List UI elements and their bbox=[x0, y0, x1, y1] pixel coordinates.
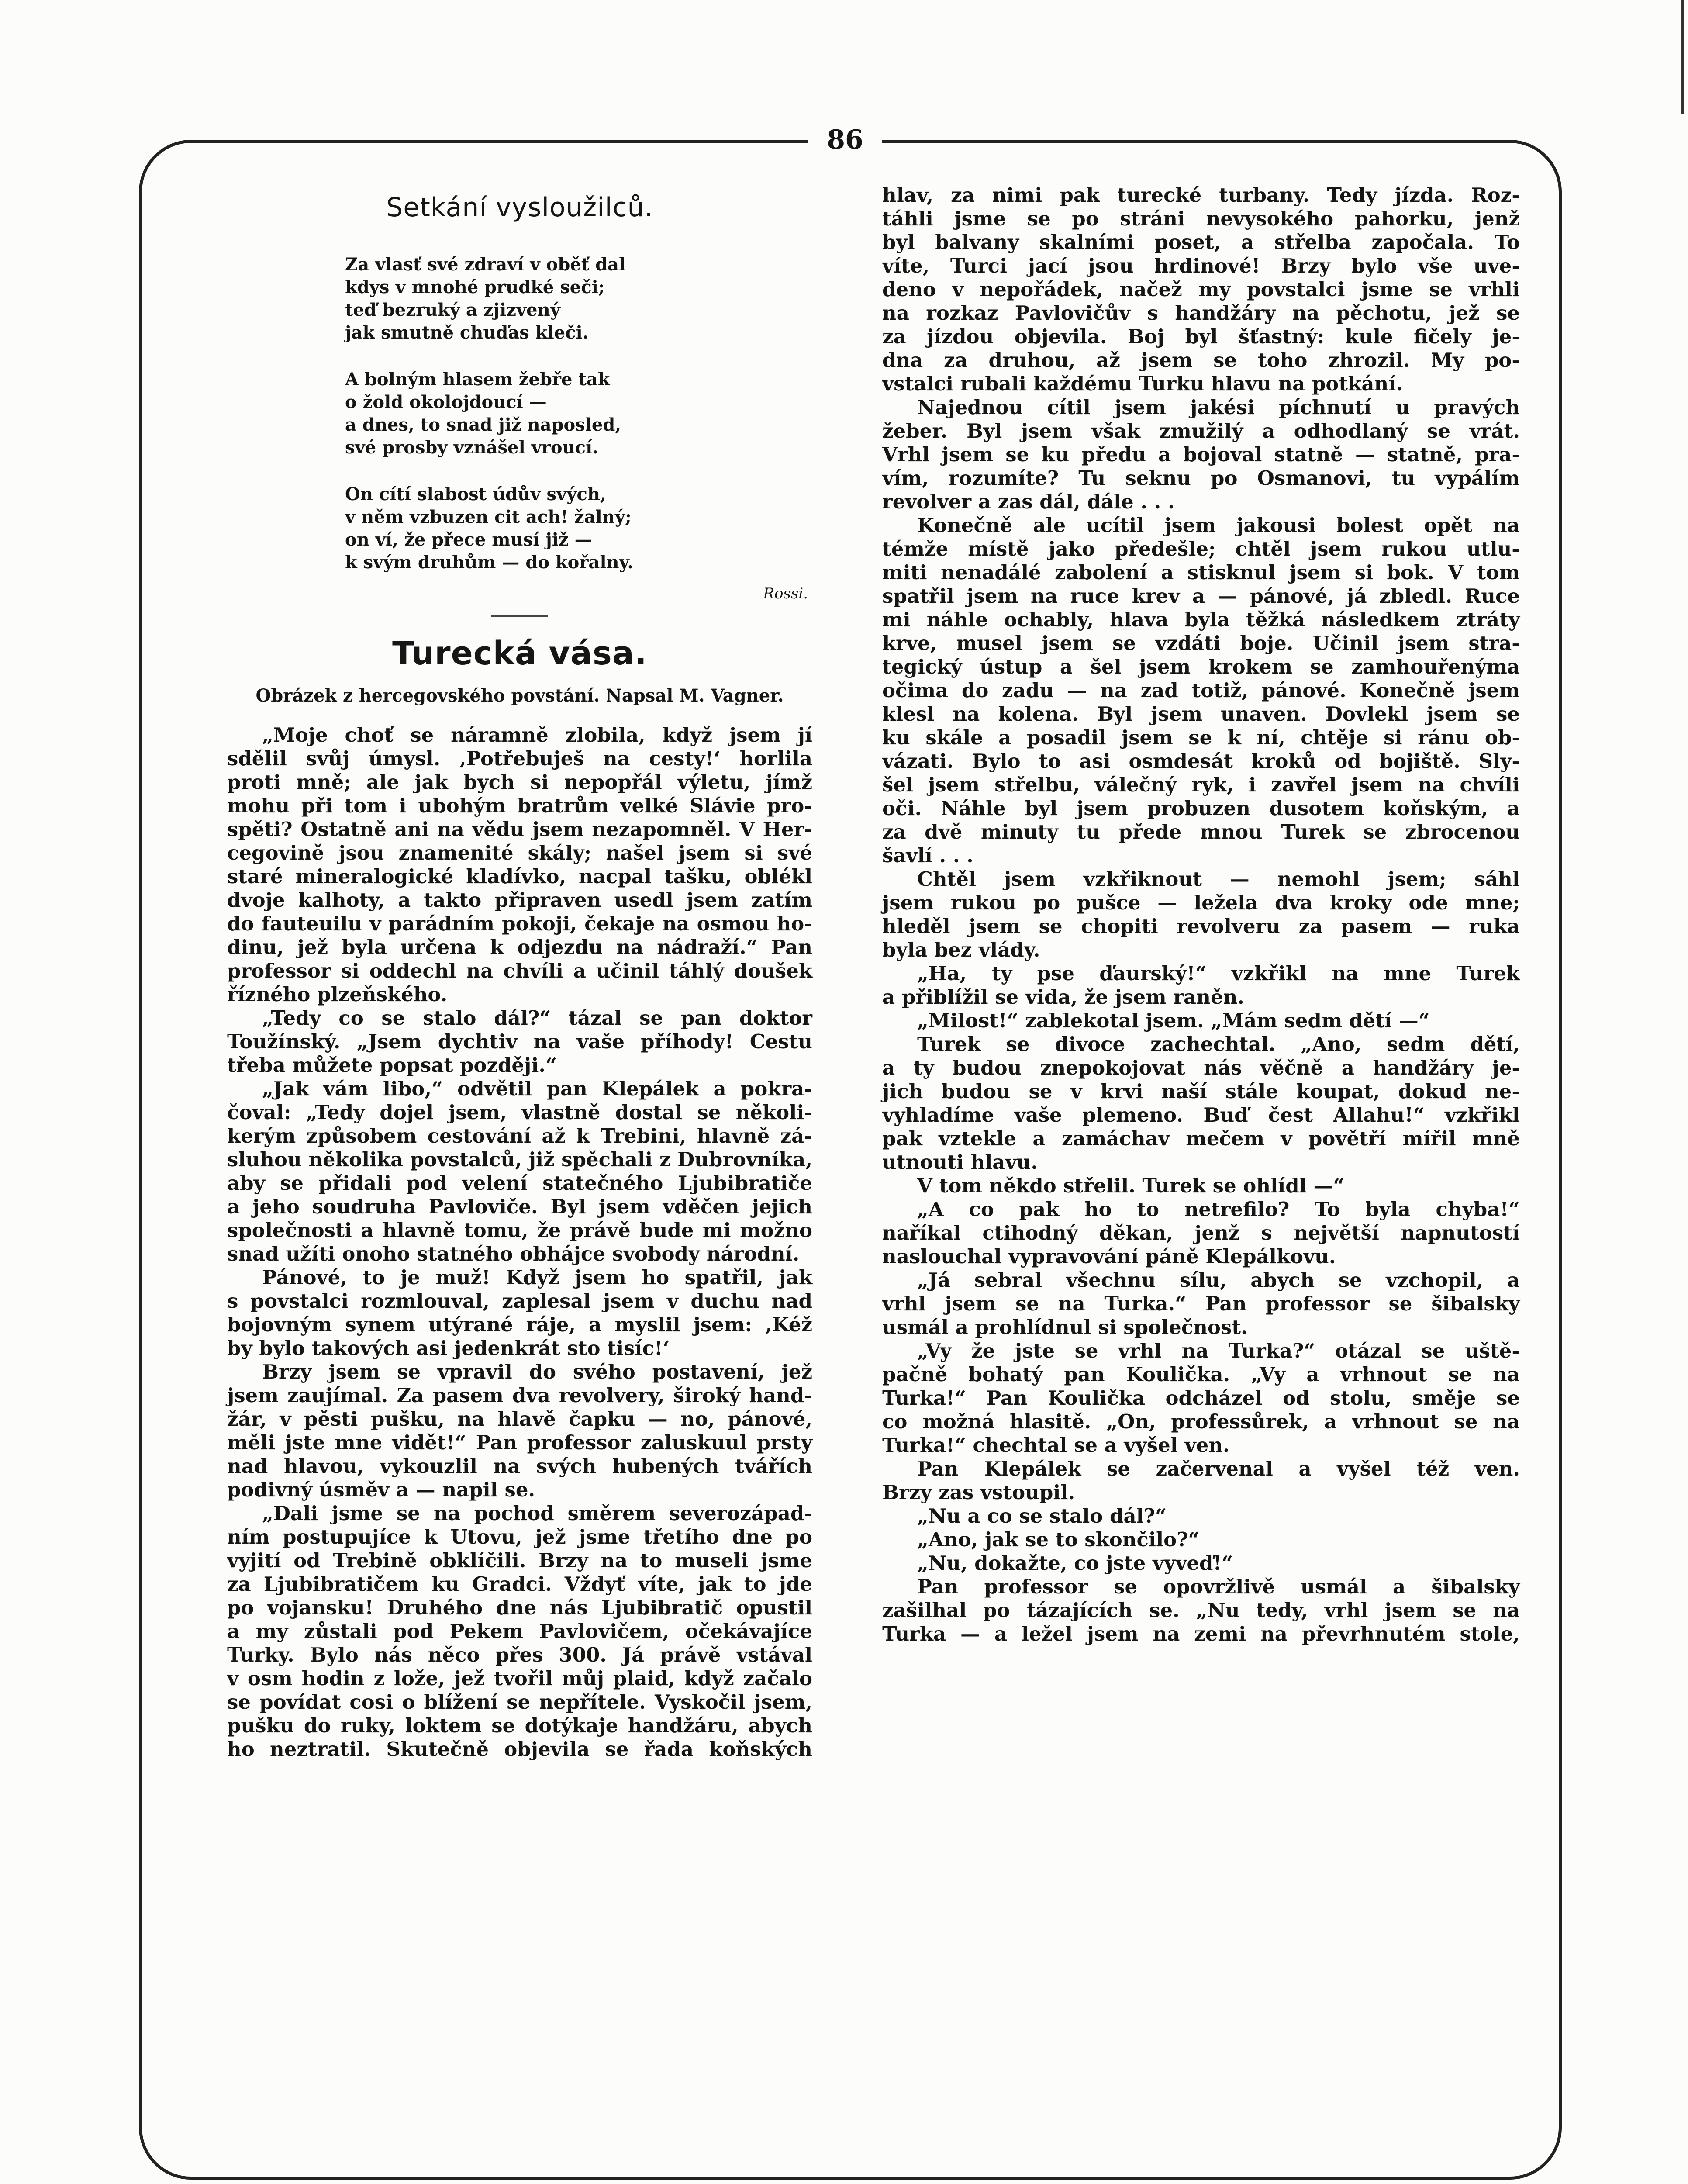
text-line: revolver a zas dál, dále . . . bbox=[882, 490, 1175, 513]
text-line: po vojansku! Druhého dne nás Ljubibratič opustil bbox=[227, 1596, 812, 1619]
text-line: mi náhle ochably, hlava byla těžká následkem ztráty bbox=[882, 608, 1520, 631]
text-line: a jeho soudruha Pavloviče. Byl jsem vděčen jejich bbox=[227, 1195, 812, 1218]
text-line: řízného plzeňského. bbox=[227, 983, 448, 1006]
text-line: Turka!“ chechtal se a vyšel ven. bbox=[882, 1434, 1230, 1457]
text-line: V tom někdo střelil. Turek se ohlídl —“ bbox=[917, 1174, 1345, 1197]
text-line: ním postupujíce k Utovu, jež jsme třetího dne po bbox=[227, 1525, 812, 1548]
page-number: 86 bbox=[827, 124, 863, 155]
text-line: mohu při tom i ubohým bratrům velké Slávie pro- bbox=[227, 794, 812, 817]
text-line: spěti? Ostatně ani na vědu jsem nezapomněl. V Her- bbox=[227, 818, 812, 841]
text-line: v osm hodin z lože, jež tvořil můj plaid, když začalo bbox=[227, 1667, 812, 1690]
left-column bbox=[227, 183, 812, 1761]
text-line: šavlí . . . bbox=[882, 844, 973, 867]
text-line: vstalci rubali každému Turku hlavu na potkání. bbox=[882, 372, 1403, 395]
text-line: tegický ústup a šel jsem krokem se zamhouřenýma bbox=[882, 655, 1520, 678]
text-line: Turka!“ Pan Koulička odcházel od stolu, směje se bbox=[882, 1386, 1520, 1410]
text-line: vyhladíme vaše plemeno. Buď čest Allahu!“ vzkřikl bbox=[882, 1103, 1520, 1127]
text-line: oči. Náhle byl jsem probuzen dusotem koňským, a bbox=[882, 797, 1520, 820]
text-line: Turka — a ležel jsem na zemi na převrhnutém stole, bbox=[882, 1622, 1520, 1645]
text-line: naslouchal vypravování páně Klepálkovu. bbox=[882, 1245, 1336, 1268]
text-line: ho neztratil. Skutečně objevila se řada koňských bbox=[227, 1738, 812, 1761]
text-line: bojovným synem utýrané ráje, a myslil jsem: ‚Kéž bbox=[227, 1313, 812, 1336]
text-line: jsem zaujímal. Za pasem dva revolvery, široký hand- bbox=[227, 1384, 812, 1407]
text-line: sluhou několika povstalců, již spěchali z Dubrovníka, bbox=[227, 1148, 812, 1171]
text-line: hlav, za nimi pak turecké turbany. Tedy jízda. Roz- bbox=[882, 183, 1520, 207]
poem-line: kdys v mnohé prudké seči; bbox=[345, 277, 605, 297]
poem-author: Rossi. bbox=[763, 585, 808, 602]
text-line: sdělil svůj úmysl. ‚Potřebuješ na cesty!‘ horlila bbox=[227, 747, 812, 770]
text-line: klesl na kolena. Byl jsem unaven. Dovlekl jsem se bbox=[882, 702, 1520, 726]
text-line: vázati. Bylo to asi osmdesát kroků od bojiště. Sly- bbox=[882, 750, 1520, 773]
text-line: ku skále a posadil jsem se k ní, chtěje si ránu ob- bbox=[882, 726, 1520, 749]
text-line: aby se přidali pod velení statečného Ljubibratiče bbox=[227, 1171, 812, 1195]
text-line: co možná hlasitě. „On, professůrek, a vrhnout se na bbox=[882, 1410, 1520, 1433]
story-body-right bbox=[882, 183, 1520, 1646]
text-line: „Ano, jak se to skončilo?“ bbox=[917, 1528, 1200, 1551]
text-line: „Dali jsme se na pochod směrem severozápad- bbox=[262, 1502, 812, 1525]
text-line: „Nu a co se stalo dál?“ bbox=[917, 1504, 1167, 1527]
text-line: snad užíti onoho statného obhájce svobody národní. bbox=[227, 1242, 800, 1265]
text-line: žár, v pěsti pušku, na hlavě čapku — no, pánové, bbox=[227, 1407, 812, 1431]
text-line: za Ljubibratičem ku Gradci. Vždyť víte, jak to jde bbox=[227, 1572, 812, 1596]
text-line: vyjití od Trebině obklíčili. Brzy na to museli jsme bbox=[227, 1549, 812, 1572]
text-line: táhli jsme se po stráni nevysokého pahorku, jenž bbox=[882, 207, 1520, 230]
text-line: zašilhal po tázajících se. „Nu tedy, vrhl jsem se na bbox=[882, 1599, 1520, 1622]
text-line: Brzy zas vstoupil. bbox=[882, 1481, 1075, 1504]
poem-line: On cítí slabost údův svých, bbox=[345, 484, 606, 505]
poem-stanza bbox=[345, 253, 812, 344]
text-line: vím, rozumíte? Tu seknu po Osmanovi, tu vypálím bbox=[882, 467, 1520, 490]
poem-line: teď bezruký a zjizvený bbox=[345, 300, 560, 320]
text-line: Najednou cítil jsem jakési píchnutí u pravých bbox=[917, 396, 1520, 419]
text-line: Pan professor se opovržlivě usmál a šibalsky bbox=[917, 1575, 1520, 1598]
poem-line: o žold okolojdoucí — bbox=[345, 392, 547, 412]
text-line: proti mně; ale jak bych si nepopřál výletu, jímž bbox=[227, 771, 812, 794]
poem-line: on ví, že přece musí již — bbox=[345, 529, 592, 550]
text-line: Brzy jsem se vpravil do svého postavení, jež bbox=[262, 1360, 812, 1383]
text-line: „Moje choť se náramně zlobila, když jsem jí bbox=[262, 723, 812, 746]
text-line: a přiblížil se vida, že jsem raněn. bbox=[882, 985, 1244, 1009]
text-line: dvoje kalhoty, a takto připraven usedl jsem zatím bbox=[227, 888, 812, 912]
text-line: do fauteuilu v parádním pokoji, čekaje na osmou ho- bbox=[227, 912, 812, 935]
text-line: jsem rukou po pušce — ležela dva kroky ode mne; bbox=[882, 891, 1520, 914]
poem bbox=[345, 253, 812, 574]
poem-line: a dnes, to snad již naposled, bbox=[345, 415, 621, 435]
text-line: staré mineralogické kladívko, nacpal tašku, oblékl bbox=[227, 865, 812, 888]
text-line: „Ha, ty pse ďaurský!“ vzkřikl na mne Turek bbox=[917, 962, 1520, 985]
text-line: dna za druhou, až jsem se toho zhrozil. My po- bbox=[882, 349, 1520, 372]
text-line: kerým způsobem cestování až k Trebini, hlavně zá- bbox=[227, 1124, 812, 1147]
text-line: pačně bohatý pan Koulička. „Vy a vrhnout se na bbox=[882, 1363, 1520, 1386]
text-line: utnouti hlavu. bbox=[882, 1151, 1038, 1174]
poem-line: A bolným hlasem žebře tak bbox=[345, 369, 610, 390]
text-line: byl balvany skalními poset, a střelba započala. To bbox=[882, 231, 1520, 254]
story-body-left bbox=[227, 723, 812, 1761]
text-line: společnosti a hlavně tomu, že právě bude mi možno bbox=[227, 1219, 812, 1242]
text-line: Chtěl jsem vzkřiknout — nemohl jsem; sáhl bbox=[917, 867, 1520, 891]
text-line: s povstalci rozmlouval, zaplesal jsem v duchu nad bbox=[227, 1289, 812, 1313]
poem-line: své prosby vznášel vroucí. bbox=[345, 437, 599, 458]
poem-stanza bbox=[345, 368, 812, 459]
poem-stanza bbox=[345, 483, 812, 574]
section-divider bbox=[491, 615, 548, 617]
text-line: professor si oddechl na chvíli a učinil táhlý doušek bbox=[227, 959, 812, 982]
text-line: pušku do ruky, loktem se dotýkaje handžáru, abych bbox=[227, 1714, 812, 1737]
text-line: „Nu, dokažte, co jste vyveď!“ bbox=[917, 1552, 1233, 1575]
poem-line: Za vlasť své zdraví v oběť dal bbox=[345, 254, 626, 275]
text-line: Turek se divoce zachechtal. „Ano, sedm dětí, bbox=[917, 1033, 1520, 1056]
text-line: za dvě minuty tu přede mnou Turek se zbrocenou bbox=[882, 820, 1520, 843]
text-line: víte, Turci jací jsou hrdinové! Brzy bylo vše uve- bbox=[882, 254, 1520, 277]
text-line: očima do zadu — na zad totiž, pánové. Konečně jsem bbox=[882, 679, 1520, 702]
text-line: Pan Klepálek se začervenal a vyšel též ven. bbox=[917, 1457, 1520, 1480]
text-line: na rozkaz Pavlovičův s handžáry na pěchotu, jež se bbox=[882, 301, 1520, 325]
text-line: se povídat cosi o blížení se nepřítele. Vyskočil jsem, bbox=[227, 1690, 812, 1714]
text-line: „Tedy co se stalo dál?“ tázal se pan doktor bbox=[262, 1006, 812, 1030]
text-line: a ty budou znepokojovat nás věčně a handžáry je- bbox=[882, 1056, 1520, 1079]
text-line: za jízdou objevila. Boj byl šťastný: kule fičely je- bbox=[882, 325, 1520, 348]
text-line: krve, musel jsem se vzdáti boje. Učinil jsem stra- bbox=[882, 632, 1520, 655]
text-line: „Milost!“ zablekotal jsem. „Mám sedm dětí —“ bbox=[917, 1009, 1430, 1032]
page-number-box bbox=[808, 116, 882, 164]
text-line: čoval: „Tedy dojel jsem, vlastně dostal se několi- bbox=[227, 1101, 812, 1124]
right-column bbox=[882, 183, 1520, 1646]
text-line: žeber. Byl jsem však zmužilý a odhodlaný se vrát. bbox=[882, 419, 1520, 442]
text-line: Turky. Bylo nás něco přes 300. Já právě vstával bbox=[227, 1643, 812, 1666]
text-line: jich budou se v krvi naší stále koupat, dokud ne- bbox=[882, 1080, 1520, 1103]
poem-line: k svým druhům — do kořalny. bbox=[345, 552, 634, 573]
story-title: Turecká vása. bbox=[392, 635, 647, 672]
text-line: by bylo takových asi jedenkrát sto tisíc!‘ bbox=[227, 1337, 670, 1360]
text-line: deno v nepořádek, načež my povstalci jsme se vrhli bbox=[882, 278, 1520, 301]
text-line: třeba můžete popsat později.“ bbox=[227, 1054, 557, 1077]
text-line: podivný úsměv a — napil se. bbox=[227, 1478, 535, 1501]
text-line: „A co pak ho to netrefilo? To byla chyba!“ bbox=[917, 1198, 1520, 1221]
text-line: dinu, jež byla určena k odjezdu na nádraží.“ Pan bbox=[227, 936, 812, 959]
text-line: Konečně ale ucítil jsem jakousi bolest opět na bbox=[917, 514, 1520, 537]
text-line: a my zůstali pod Pekem Pavlovičem, očekávajíce bbox=[227, 1620, 812, 1643]
text-line: měli jste mne vidět!“ Pan professor zaluskuul prsty bbox=[227, 1431, 812, 1454]
poem-line: jak smutně chuďas kleči. bbox=[345, 322, 589, 343]
text-line: vrhl jsem se na Turka.“ Pan professor se šibalsky bbox=[882, 1292, 1520, 1315]
story-subtitle: Obrázek z hercegovského povstání. Napsal M. Vagner. bbox=[255, 685, 784, 706]
text-line: naříkal ctihodný děkan, jenž s největší napnutostí bbox=[882, 1221, 1520, 1244]
text-line: spatřil jsem na ruce krev a — pánové, já zbledl. Ruce bbox=[882, 584, 1520, 608]
corner-mark bbox=[1681, 0, 1684, 114]
text-line: hleděl jsem se chopiti revolveru za pasem — ruka bbox=[882, 915, 1520, 938]
text-line: byla bez vlády. bbox=[882, 938, 1040, 961]
poem-line: v něm vzbuzen cit ach! žalný; bbox=[345, 507, 632, 527]
text-line: pak vztekle a zamáchav mečem v povětří mířil mně bbox=[882, 1127, 1520, 1150]
text-line: Toužínský. „Jsem dychtiv na vaše příhody! Cestu bbox=[227, 1030, 812, 1053]
text-line: „Jak vám libo,“ odvětil pan Klepálek a pokra- bbox=[262, 1077, 812, 1100]
text-line: usmál a prohlídnul si společnost. bbox=[882, 1316, 1248, 1339]
text-line: Pánové, to je muž! Když jsem ho spatřil, jak bbox=[262, 1266, 812, 1289]
text-line: šel jsem střelbu, válečný ryk, i zavřel jsem na chvíli bbox=[882, 773, 1520, 796]
text-line: miti nenadálé zabolení a stisknul jsem si bok. V tom bbox=[882, 561, 1520, 584]
text-line: témže místě jako předešle; chtěl jsem rukou utlu- bbox=[882, 537, 1520, 560]
text-line: cegovině jsou znamenité skály; našel jsem si své bbox=[227, 841, 812, 864]
poem-title: Setkání vysloužilců. bbox=[386, 192, 653, 223]
text-line: nad hlavou, vykouzlil na svých hubených tvářích bbox=[227, 1455, 812, 1478]
text-line: „Vy že jste se vrhl na Turka?“ otázal se uště- bbox=[917, 1339, 1520, 1362]
text-line: Vrhl jsem se ku předu a bojoval statně — statně, pra- bbox=[882, 443, 1520, 466]
text-line: „Já sebral všechnu sílu, abych se vzchopil, a bbox=[917, 1268, 1520, 1292]
